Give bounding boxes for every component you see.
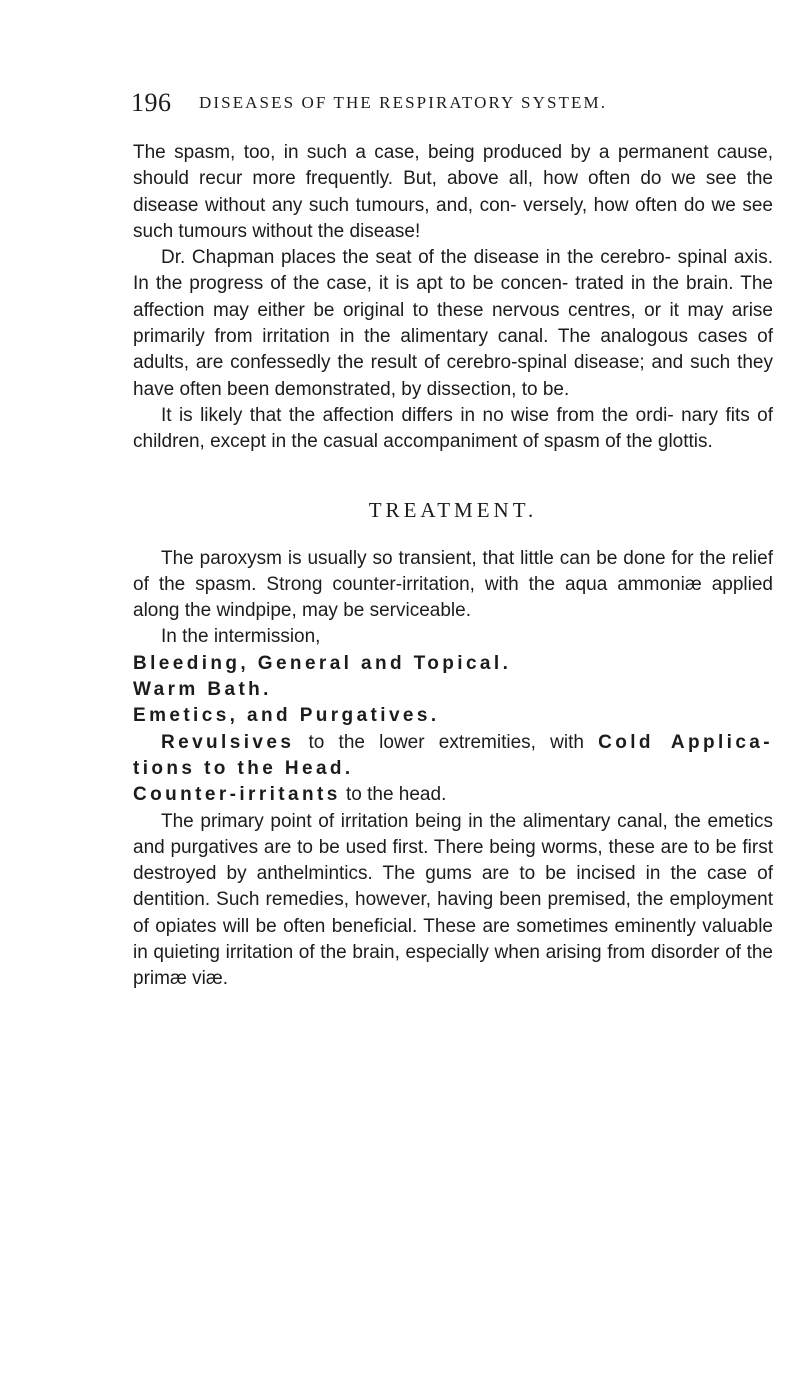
remedy-bleeding: Bleeding, General and Topical. bbox=[133, 652, 512, 674]
remedy-counter-irritants: Counter-irritants bbox=[133, 784, 341, 806]
remedy-text: to the lower extremities, with bbox=[294, 731, 599, 753]
paragraph: Dr. Chapman places the seat of the disease in the cerebro- spinal axis. In the progress of the case, it is apt to be concen- trated in the brain. The affection may either be original to these nervous centres, or it may arise primarily from irritation in the alimentary canal. The analogous cases of adults, are confessedly the result of cerebro-spinal disease; and such they have often been demonstrated, by dissection, to be. bbox=[133, 247, 773, 400]
body-text bbox=[133, 140, 773, 993]
running-head bbox=[131, 88, 771, 118]
page-number: 196 bbox=[131, 88, 172, 117]
remedy-item bbox=[133, 730, 773, 783]
paragraph: The primary point of irritation being in the alimentary canal, the emetics and purgatives are to be used first. There being worms, these are to be first destroyed by anthelmintics. The gums are to be incised in the case of dentition. Such remedies, however, having been premised, the employment of opiates will be often beneficial. These are sometimes eminently valuable in quieting irritation of the brain, especially when arising from disorder of the primæ viæ. bbox=[133, 810, 773, 990]
remedy-item bbox=[133, 703, 773, 729]
paragraph: The paroxysm is usually so transient, that little can be done for the relief of the spasm. Strong counter-irritation, with the aqua ammoniæ applied along the windpipe, may be serviceable. bbox=[133, 547, 773, 622]
remedy-revulsives: Revulsives bbox=[161, 731, 295, 753]
remedy-item bbox=[133, 782, 773, 808]
paragraph: The spasm, too, in such a case, being produced by a permanent cause, should recur more frequently. But, above all, how often do we see the disease without any such tumours, and, con- versely, how often do we see such tumours without the disease! bbox=[133, 142, 773, 242]
remedy-item bbox=[133, 651, 773, 677]
remedy-item bbox=[133, 677, 773, 703]
section-heading: TREATMENT. bbox=[368, 497, 538, 522]
running-title: DISEASES OF THE RESPIRATORY SYSTEM. bbox=[199, 93, 608, 112]
paragraph: It is likely that the affection differs in no wise from the ordi- nary fits of children, except in the casual accompaniment of spasm of the glottis. bbox=[133, 404, 773, 453]
remedy-cold-applications: Cold Applica- tions to the Head. bbox=[133, 731, 773, 779]
remedy-text: to the head. bbox=[340, 784, 447, 806]
remedy-emetics: Emetics, and Purgatives. bbox=[133, 705, 440, 727]
remedy-warm-bath: Warm Bath. bbox=[133, 679, 272, 701]
paragraph: In the intermission, bbox=[161, 626, 321, 648]
